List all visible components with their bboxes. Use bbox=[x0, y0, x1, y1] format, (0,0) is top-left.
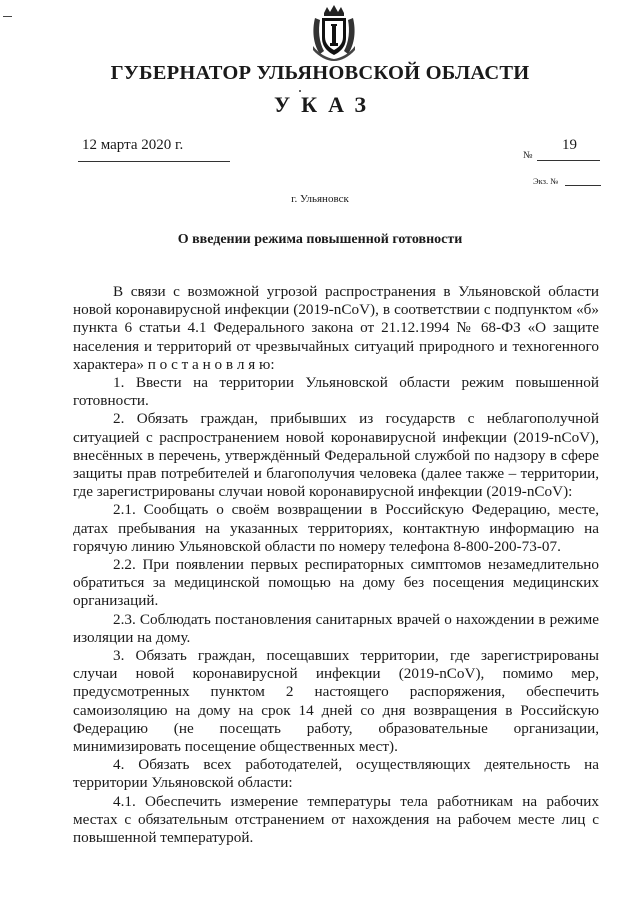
paragraph-item-4-1: 4.1. Обеспечить измерение температуры тела работникам на рабочих местах с обязательным отстранением от нахождения на рабочем месте лиц с повышенной температурой. bbox=[73, 792, 599, 847]
city-name: г. Ульяновск bbox=[291, 193, 349, 205]
paragraph-item-2-3: 2.3. Соблюдать постановления санитарных врачей о нахождении в режиме изоляции на дому. bbox=[73, 610, 599, 646]
margin-dash bbox=[3, 16, 12, 17]
issuer-heading: ГУБЕРНАТОР УЛЬЯНОВСКОЙ ОБЛАСТИ bbox=[110, 62, 530, 84]
copy-number-underline bbox=[565, 185, 601, 186]
coat-of-arms-icon bbox=[311, 4, 357, 62]
number-label: № bbox=[523, 150, 533, 161]
paragraph-item-4: 4. Обязать всех работодателей, осуществляющих деятельность на территории Ульяновской области: bbox=[73, 756, 599, 792]
paragraph-item-1: 1. Ввести на территории Ульяновской области режим повышенной готовности. bbox=[73, 374, 599, 410]
number-underline bbox=[537, 160, 600, 161]
paragraph-preamble: В связи с возможной угрозой распространения в Ульяновской области новой коронавирусной инфекции (2019-nCoV), в соответствии с подпунктом «б» пункта 6 статьи 4.1 Федерального закона от 21.12.1994 № 68-ФЗ «О защите населения и территорий от чрезвычайных ситуаций природного и техногенного характера» п о с т а н о в л я ю: bbox=[73, 283, 599, 373]
date-underline bbox=[78, 161, 230, 162]
document-title: О введении режима повышенной готовности bbox=[177, 232, 463, 247]
paragraph-item-2-2: 2.2. При появлении первых респираторных симптомов незамедлительно обратиться за медицинской помощью на дому без посещения медицинских организаций. bbox=[73, 556, 599, 610]
paragraph-item-2-1: 2.1. Сообщать о своём возвращении в Российскую Федерацию, месте, датах пребывания на указанных территориях, контактную информацию на горячую линию Ульяновской области по номеру телефона 8-800-200-73-07. bbox=[73, 501, 599, 555]
document-body bbox=[73, 283, 599, 847]
copy-number-label: Экз. № bbox=[533, 176, 559, 186]
document-type: УКАЗ bbox=[273, 92, 378, 117]
paragraph-item-3: 3. Обязать граждан, посещавших территории, где зарегистрированы случаи новой коронавирусной инфекции (2019-nCoV), помимо мер, предусмотренных пунктом 2 настоящего распоряжения, обеспечить самоизоляцию на дому на срок 14 дней со дня возвращения в Российскую Федерацию (не посещать работу, образовательные организации, минимизировать посещение общественных мест). bbox=[73, 647, 599, 756]
document-date: 12 марта 2020 г. bbox=[82, 137, 184, 153]
paragraph-item-2: 2. Обязать граждан, прибывших из государств с неблагополучной ситуацией с распространением новой коронавирусной инфекции (2019-nCoV), внесённых в перечень, утверждённый Федеральной службой по надзору в сфере защиты прав потребителей и благополучия человека (далее также – территории, где зарегистрированы случаи новой коронавирусной инфекции (2019-nCoV): bbox=[73, 410, 599, 501]
document-number: 19 bbox=[562, 137, 577, 153]
